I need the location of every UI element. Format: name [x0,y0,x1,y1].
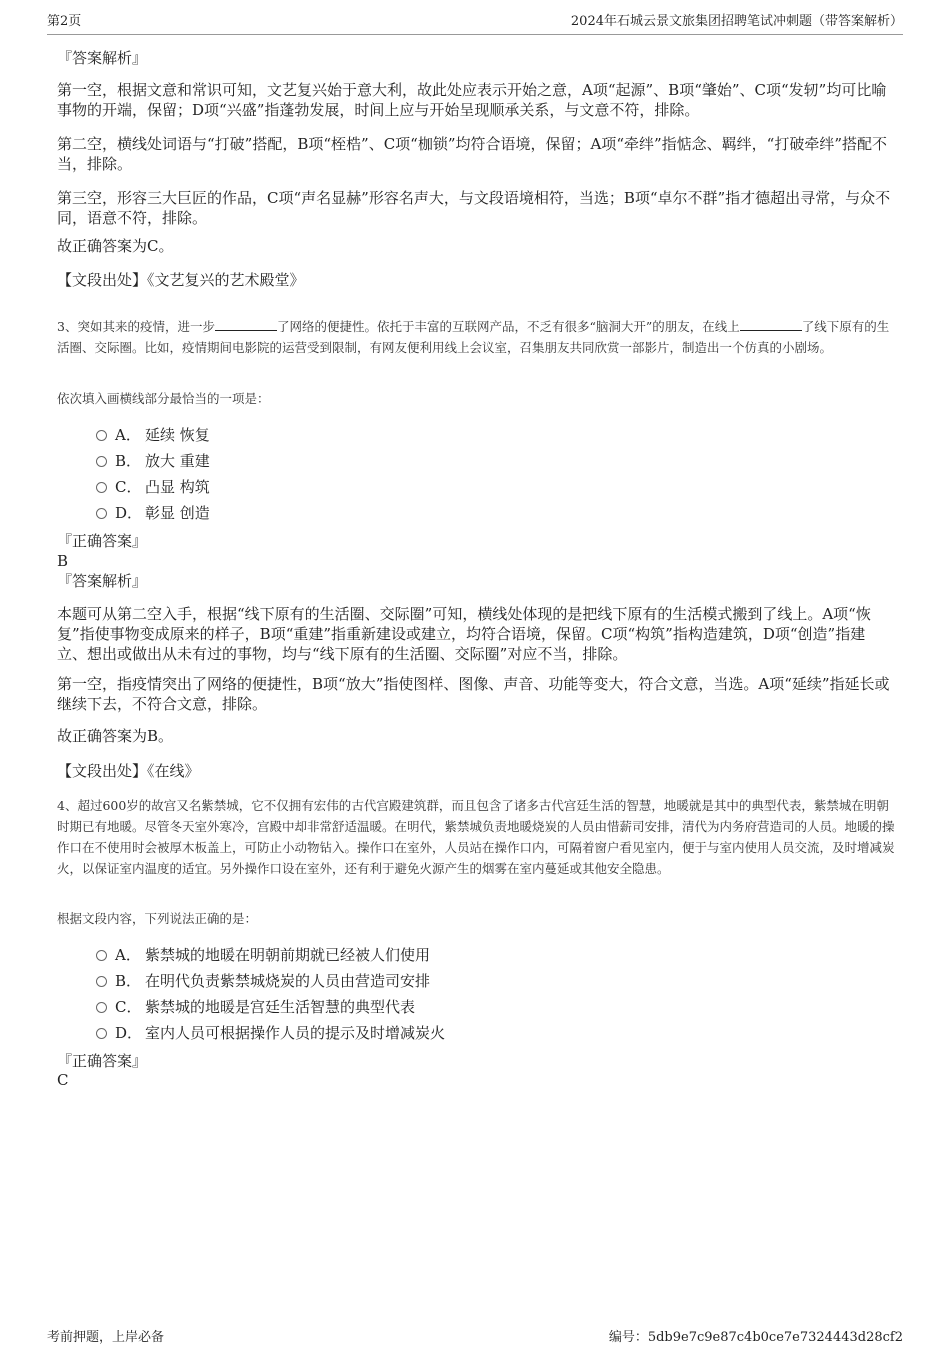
question-text: 3、突如其来的疫情，进一步 了网络的便捷性。依托于丰富的互联网产品，不乏有很多“脑洞大开”的朋友，在线上 了线下原有的生活圈、交际圈。比如，疫情期间电影院的运营受到限制，有网友便利用线上会议室，召集朋友共同欣赏一部影片，制造出一个仿真的小剧场。 [57,319,890,355]
analysis-paragraph: 第二空，横线处词语与“打破”搭配，B项“桎梏”、C项“枷锁”均符合语境，保留；A项“牵绊”指惦念、羁绊，“打破牵绊”搭配不当，排除。 [57,135,888,173]
radio-icon[interactable] [96,1002,107,1013]
radio-icon[interactable] [96,482,107,493]
option-a[interactable]: A． 紫禁城的地暖在明朝前期就已经被人们使用 [96,945,430,965]
answer-conclusion: 故正确答案为B。 [57,727,174,745]
page-header [47,12,903,35]
analysis-paragraph: 第三空，形容三大巨匠的作品，C项“声名显赫”形容名声大，与文段语境相符，当选；B项“卓尔不群”指才德超出寻常，与众不同，语意不符，排除。 [57,189,891,227]
question-prompt: 根据文段内容，下列说法正确的是： [57,911,258,926]
option-a[interactable]: A． 延续 恢复 [96,425,210,445]
analysis-label: 『答案解析』 [57,572,148,590]
analysis-label: 『答案解析』 [57,49,148,67]
correct-answer-label: 『正确答案』 [57,1052,148,1070]
page-number: 第2页 [47,14,82,29]
radio-icon[interactable] [96,976,107,987]
answer-conclusion: 故正确答案为C。 [57,237,174,255]
correct-answer-label: 『正确答案』 [57,532,148,550]
correct-answer: C [57,1071,69,1089]
footer-slogan: 考前押题，上岸必备 [47,1330,165,1345]
option-c[interactable]: C． 凸显 构筑 [96,477,210,497]
fill-blank [215,318,277,331]
document-title: 2024年石城云景文旅集团招聘笔试冲刺题（带答案解析） [570,14,903,29]
question-prompt: 依次填入画横线部分最恰当的一项是： [57,391,270,406]
analysis-paragraph: 本题可从第二空入手，根据“线下原有的生活圈、交际圈”可知，横线处体现的是把线下原有的生活模式搬到了线上。A项“恢复”指使事物变成原来的样子，B项“重建”指重新建设或建立，均符合语境，保留。C项“构筑”指构造建筑，D项“创造”指建立、想出或做出从未有过的事物，均与“线下原有的生活圈、交际圈”对应不当，排除。 [57,605,871,663]
source-citation: 【文段出处】《文艺复兴的艺术殿堂》 [57,271,305,289]
radio-icon[interactable] [96,430,107,441]
correct-answer: B [57,552,69,570]
radio-icon[interactable] [96,950,107,961]
option-d[interactable]: D． 彰显 创造 [96,503,210,523]
option-b[interactable]: B． 在明代负责紫禁城烧炭的人员由营造司安排 [96,971,430,991]
option-c[interactable]: C． 紫禁城的地暖是宫廷生活智慧的典型代表 [96,997,415,1017]
radio-icon[interactable] [96,508,107,519]
option-b[interactable]: B． 放大 重建 [96,451,210,471]
question-text: 4、超过600岁的故宫又名紫禁城，它不仅拥有宏伟的古代宫殿建筑群，而且包含了诸多古代宫廷生活的智慧，地暖就是其中的典型代表，紫禁城在明朝时期已有地暖。尽管冬天室外寒冷，宫殿中却非常舒适温暖。在明代，紫禁城负责地暖烧炭的人员由惜薪司安排，清代为内务府营造司的人员。地暖的操作口在不使用时会被厚木板盖上，可防止小动物钻入。操作口在室外，人员站在操作口内，可隔着窗户看见室内，便于与室内使用人员交流，及时增减炭火，以保证室内温度的适宜。另外操作口设在室外，还有利于避免火源产生的烟雾在室内蔓延或其他安全隐患。 [57,798,895,876]
analysis-paragraph: 第一空，根据文意和常识可知，文艺复兴始于意大利，故此处应表示开始之意，A项“起源”、B项“肇始”、C项“发轫”均可比喻事物的开端，保留；D项“兴盛”指蓬勃发展，时间上应与开始呈现顺承关系，与文意不符，排除。 [57,81,887,119]
document-code: 编号：5db9e7c9e87c4b0ce7e7324443d28cf2 [608,1330,903,1345]
source-citation: 【文段出处】《在线》 [57,762,200,780]
fill-blank [740,318,802,331]
radio-icon[interactable] [96,456,107,467]
radio-icon[interactable] [96,1028,107,1039]
analysis-paragraph: 第一空，指疫情突出了网络的便捷性，B项“放大”指使图样、图像、声音、功能等变大，符合文意，当选。A项“延续”指延长或继续下去，不符合文意，排除。 [57,675,890,713]
option-d[interactable]: D． 室内人员可根据操作人员的提示及时增减炭火 [96,1023,445,1043]
